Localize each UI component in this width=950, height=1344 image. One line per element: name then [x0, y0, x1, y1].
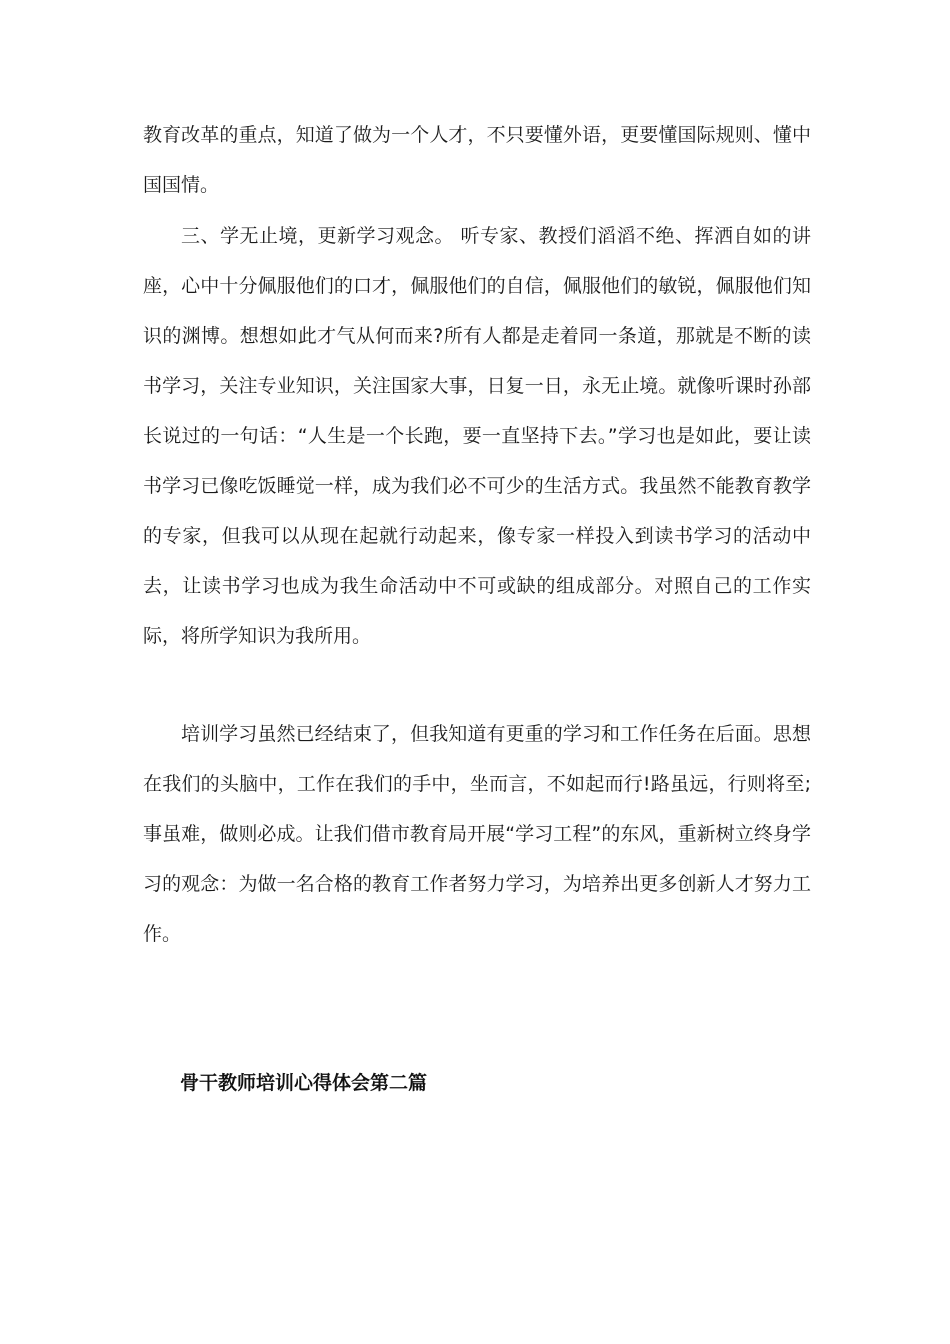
paragraph-conclusion: 培训学习虽然已经结束了，但我知道有更重的学习和工作任务在后面。思想在我们的头脑中，工作在我们的手中，坐而言，不如起而行!路虽远，行则将至;事虽难，做则必成。让我们借市教育局开展“学习工程”的东风，重新树立终身学习的观念：为做一名合格的教育工作者努力学习，为培养出更多创新人才努力工作。 [143, 723, 811, 945]
paragraph-continued: 教育改革的重点，知道了做为一个人才，不只要懂外语，更要懂国际规则、懂中国国情。 [143, 124, 811, 196]
section-heading: 骨干教师培训心得体会第二篇 [180, 1072, 428, 1094]
paragraph-learning-concept: 三、学无止境，更新学习观念。 听专家、教授们滔滔不绝、挥洒自如的讲座，心中十分佩服他们的口才，佩服他们的自信，佩服他们的敏锐，佩服他们知识的渊博。想想如此才气从何而来?所有人都是走着同一条道，那就是不断的读书学习，关注专业知识，关注国家大事，日复一日，永无止境。就像听课时孙部长说过的一句话：“人生是一个长跑，要一直坚持下去。”学习也是如此，要让读书学习已像吃饭睡觉一样，成为我们必不可少的生活方式。我虽然不能教育教学的专家，但我可以从现在起就行动起来，像专家一样投入到读书学习的活动中去，让读书学习也成为我生命活动中不可或缺的组成部分。对照自己的工作实际，将所学知识为我所用。 [143, 225, 811, 647]
